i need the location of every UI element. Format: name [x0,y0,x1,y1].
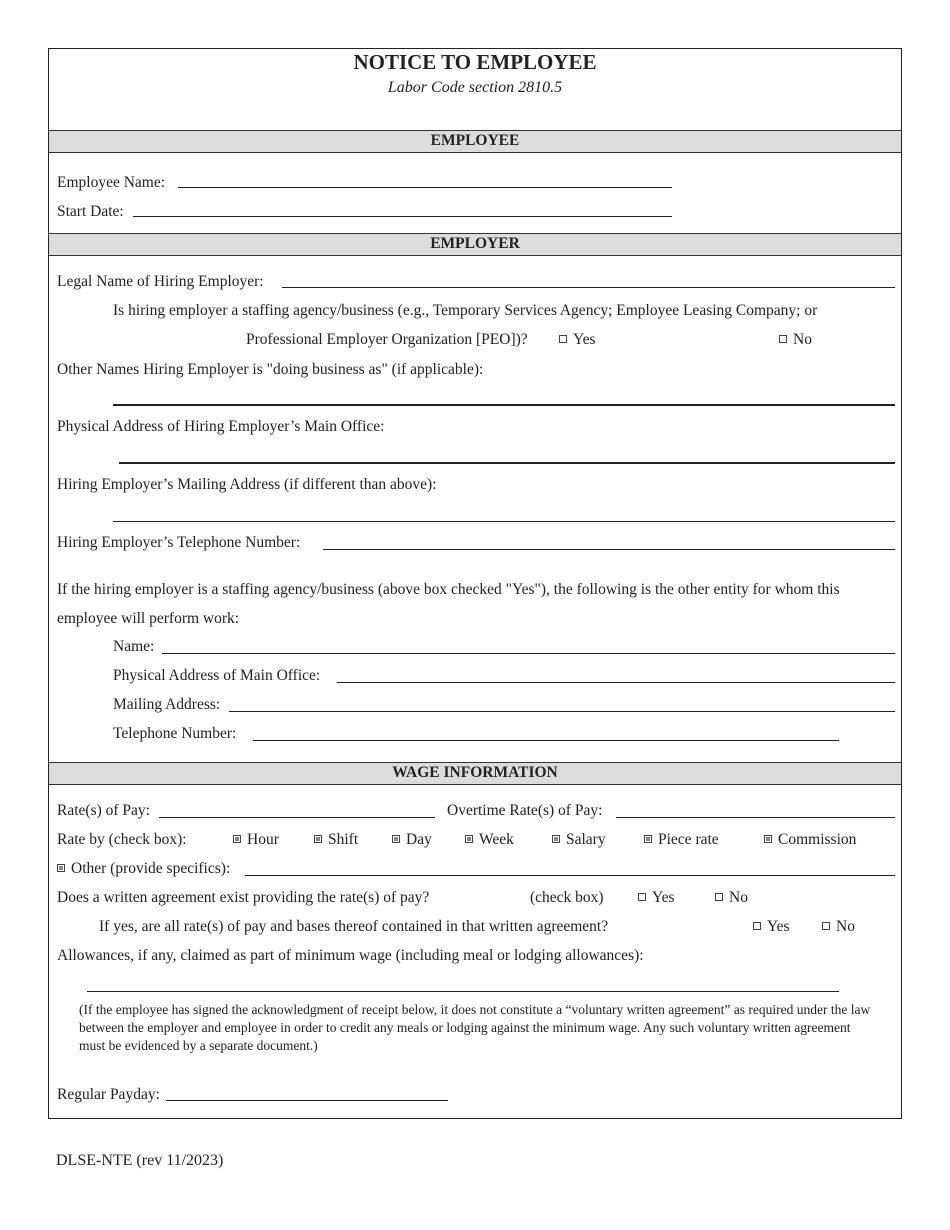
other-telephone-field[interactable] [253,740,839,741]
other-physical-field[interactable] [337,682,895,683]
checkbox-icon[interactable] [392,835,400,843]
allowances-label: Allowances, if any, claimed as part of minimum wage (including meal or lodging allowances): [57,947,644,964]
checkbox-icon[interactable] [552,835,560,843]
rate-other-label: Other (provide specifics): [71,860,231,877]
other-physical-label: Physical Address of Main Office: [113,667,321,684]
checkbox-icon[interactable] [753,922,761,930]
contained-yes-option[interactable] [753,917,790,937]
agreement-question: Does a written agreement exist providing the rate(s) of pay? [57,889,430,906]
rate-commission-label: Commission [778,831,857,848]
checkbox-icon[interactable] [57,864,65,872]
checkbox-icon[interactable] [465,835,473,843]
telephone-label: Hiring Employer’s Telephone Number: [57,534,301,551]
other-mailing-label: Mailing Address: [113,696,221,713]
agreement-yes-label: Yes [652,889,675,906]
agreement-no-label: No [729,889,748,906]
checkbox-icon[interactable] [644,835,652,843]
overtime-label: Overtime Rate(s) of Pay: [447,802,603,819]
rate-week-label: Week [479,831,514,848]
agreement-yes-option[interactable] [638,888,675,908]
checkbox-icon[interactable] [314,835,322,843]
staffing-no-option[interactable] [779,330,812,350]
allowances-field[interactable] [87,991,839,992]
rate-other-field[interactable] [245,875,895,876]
rate-other-option[interactable] [57,859,230,879]
rate-by-label: Rate by (check box): [57,831,187,848]
checkbox-icon[interactable] [715,893,723,901]
form-id: DLSE-NTE (rev 11/2023) [56,1152,224,1169]
rate-day-option[interactable] [392,830,432,850]
rate-shift-label: Shift [328,831,359,848]
employee-name-field[interactable] [178,187,672,188]
other-mailing-field[interactable] [229,711,895,712]
rates-label: Rate(s) of Pay: [57,802,150,819]
other-name-field[interactable] [162,653,895,654]
payday-field[interactable] [166,1100,448,1101]
rate-day-label: Day [406,831,432,848]
rate-salary-label: Salary [566,831,606,848]
start-date-field[interactable] [133,216,672,217]
staffing-question-line2: Professional Employer Organization [PEO])? [246,331,528,348]
mailing-address-field[interactable] [113,521,895,522]
notice-form [48,48,902,1119]
contained-yes-label: Yes [767,918,790,935]
checkbox-icon[interactable] [233,835,241,843]
employer-section-heading: EMPLOYER [49,233,901,256]
other-entity-intro-line2: employee will perform work: [57,610,240,627]
staffing-yes-label: Yes [573,331,596,348]
legal-name-label: Legal Name of Hiring Employer: [57,273,264,290]
rate-hour-option[interactable] [233,830,279,850]
physical-address-label: Physical Address of Hiring Employer’s Main Office: [57,418,385,435]
payday-label: Regular Payday: [57,1086,160,1103]
other-entity-intro-line1: If the hiring employer is a staffing agency/business (above box checked "Yes"), the following is the other entity for whom this [57,581,840,598]
dba-field[interactable] [113,404,895,406]
checkbox-icon[interactable] [764,835,772,843]
rate-shift-option[interactable] [314,830,358,850]
contained-no-option[interactable] [822,917,855,937]
staffing-yes-option[interactable] [559,330,596,350]
rate-commission-option[interactable] [764,830,856,850]
mailing-address-label: Hiring Employer’s Mailing Address (if different than above): [57,476,437,493]
employee-name-label: Employee Name: [57,174,166,191]
dba-label: Other Names Hiring Employer is "doing business as" (if applicable): [57,361,484,378]
rate-piece-label: Piece rate [658,831,719,848]
physical-address-field[interactable] [119,462,895,464]
checkbox-icon[interactable] [638,893,646,901]
rate-hour-label: Hour [247,831,279,848]
telephone-field[interactable] [323,549,895,550]
page-title: NOTICE TO EMPLOYEE [353,50,597,74]
employee-section-heading: EMPLOYEE [49,130,901,153]
other-name-label: Name: [113,638,155,655]
contained-question: If yes, are all rate(s) of pay and bases thereof contained in that written agreement? [99,918,609,935]
start-date-label: Start Date: [57,203,124,220]
rate-week-option[interactable] [465,830,514,850]
contained-no-label: No [836,918,855,935]
page-subtitle: Labor Code section 2810.5 [387,79,563,96]
agreement-no-option[interactable] [715,888,748,908]
rates-field[interactable] [159,817,435,818]
checkbox-icon[interactable] [822,922,830,930]
other-telephone-label: Telephone Number: [113,725,237,742]
rate-piece-option[interactable] [644,830,719,850]
check-box-hint: (check box) [530,889,604,906]
overtime-field[interactable] [616,817,895,818]
checkbox-icon[interactable] [559,335,567,343]
wage-section-heading: WAGE INFORMATION [49,762,901,785]
minimum-wage-note: (If the employee has signed the acknowledgment of receipt below, it does not constitute a “voluntary written agreement” as required under the law between the employer and employee in order to credit any meals or lodging against the minimum wage. Any such voluntary written agreement must be evidenced by a separate document.) [79,1002,871,1053]
staffing-question-line1: Is hiring employer a staffing agency/business (e.g., Temporary Services Agency; Employee Leasing Company; or [113,302,818,319]
legal-name-field[interactable] [282,287,895,288]
staffing-no-label: No [793,331,812,348]
rate-salary-option[interactable] [552,830,606,850]
checkbox-icon[interactable] [779,335,787,343]
